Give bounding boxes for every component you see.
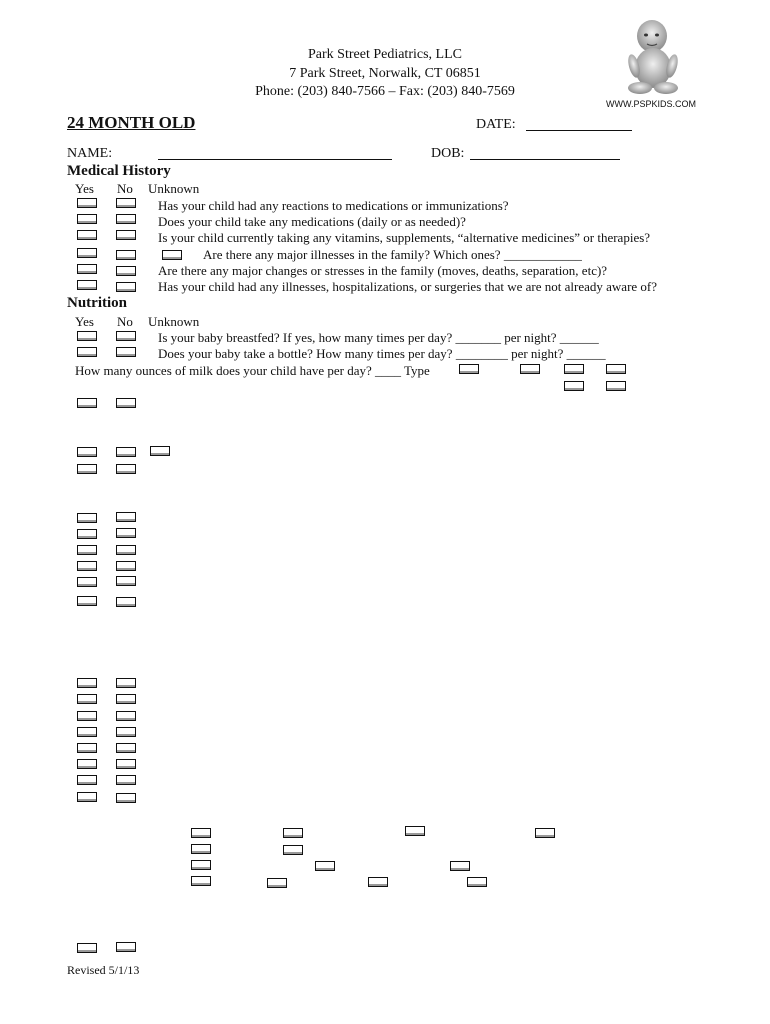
yes-checkbox[interactable] (77, 596, 97, 606)
date-field[interactable] (526, 117, 632, 131)
medical-question: Are there any major changes or stresses in the family (moves, deaths, separation, etc)? (158, 263, 608, 278)
no-checkbox[interactable] (116, 214, 136, 224)
no-checkbox[interactable] (116, 282, 136, 292)
option-checkbox[interactable] (315, 861, 335, 871)
medical-question: Is your child currently taking any vitamins, supplements, “alternative medicines” or therapies? (158, 230, 651, 245)
baby-logo-image (622, 16, 684, 96)
no-checkbox[interactable] (116, 775, 136, 785)
yes-checkbox[interactable] (77, 694, 97, 704)
yes-checkbox[interactable] (77, 759, 97, 769)
date-label: DATE: (476, 117, 516, 132)
no-checkbox[interactable] (116, 447, 136, 457)
column-yes: Yes (75, 314, 94, 329)
option-checkbox[interactable] (450, 861, 470, 871)
practice-name: Park Street Pediatrics, LLC (308, 47, 462, 62)
milk-type-checkbox[interactable] (564, 381, 584, 391)
form-title: 24 MONTH OLD (67, 113, 196, 132)
medical-question: Has your child had any illnesses, hospitalizations, or surgeries that we are not already aware of? (158, 279, 658, 294)
yes-checkbox[interactable] (77, 577, 97, 587)
yes-checkbox[interactable] (77, 398, 97, 408)
unknown-checkbox[interactable] (150, 446, 170, 456)
medical-question: Has your child had any reactions to medications or immunizations? (158, 198, 509, 213)
yes-checkbox[interactable] (77, 331, 97, 341)
milk-type-checkbox[interactable] (520, 364, 540, 374)
medical-question: Are there any major illnesses in the family? Which ones? ____________ (203, 247, 582, 262)
yes-checkbox[interactable] (77, 264, 97, 274)
no-checkbox[interactable] (116, 678, 136, 688)
no-checkbox[interactable] (116, 694, 136, 704)
option-checkbox[interactable] (405, 826, 425, 836)
yes-checkbox[interactable] (77, 743, 97, 753)
bottle-question: Does your baby take a bottle? How many times per day? ________ per night? ______ (158, 346, 606, 361)
practice-website: WWW.PSPKIDS.COM (606, 99, 696, 109)
name-label: NAME: (67, 146, 113, 161)
yes-checkbox[interactable] (77, 214, 97, 224)
column-unknown: Unknown (148, 314, 200, 329)
yes-checkbox[interactable] (77, 545, 97, 555)
no-checkbox[interactable] (116, 597, 136, 607)
dob-field[interactable] (470, 146, 620, 160)
yes-checkbox[interactable] (77, 561, 97, 571)
no-checkbox[interactable] (116, 512, 136, 522)
nutrition-heading: Nutrition (67, 295, 127, 311)
yes-checkbox[interactable] (77, 464, 97, 474)
yes-checkbox[interactable] (77, 529, 97, 539)
yes-checkbox[interactable] (77, 792, 97, 802)
name-field[interactable] (158, 146, 392, 160)
revised-date: Revised 5/1/13 (67, 963, 140, 977)
no-checkbox[interactable] (116, 347, 136, 357)
yes-checkbox[interactable] (77, 198, 97, 208)
option-checkbox[interactable] (368, 877, 388, 887)
yes-checkbox[interactable] (77, 943, 97, 953)
no-checkbox[interactable] (116, 331, 136, 341)
yes-checkbox[interactable] (77, 727, 97, 737)
no-checkbox[interactable] (116, 743, 136, 753)
yes-checkbox[interactable] (77, 230, 97, 240)
dob-label: DOB: (431, 146, 465, 161)
no-checkbox[interactable] (116, 266, 136, 276)
no-checkbox[interactable] (116, 545, 136, 555)
yes-checkbox[interactable] (77, 678, 97, 688)
no-checkbox[interactable] (116, 942, 136, 952)
breastfed-question: Is your baby breastfed? If yes, how many times per day? _______ per night? ______ (158, 330, 599, 345)
no-checkbox[interactable] (116, 464, 136, 474)
no-checkbox[interactable] (116, 727, 136, 737)
yes-checkbox[interactable] (77, 248, 97, 258)
medical-history-heading: Medical History (67, 163, 171, 179)
milk-type-checkbox[interactable] (459, 364, 479, 374)
unknown-checkbox[interactable] (162, 250, 182, 260)
practice-phone: Phone: (203) 840-7566 – Fax: (203) 840-7569 (255, 84, 515, 99)
option-checkbox[interactable] (467, 877, 487, 887)
column-no: No (117, 314, 133, 329)
option-checkbox[interactable] (267, 878, 287, 888)
no-checkbox[interactable] (116, 576, 136, 586)
milk-question: How many ounces of milk does your child have per day? ____ Type (75, 363, 430, 378)
milk-type-checkbox[interactable] (564, 364, 584, 374)
yes-checkbox[interactable] (77, 347, 97, 357)
yes-checkbox[interactable] (77, 711, 97, 721)
milk-type-checkbox[interactable] (606, 381, 626, 391)
practice-address: 7 Park Street, Norwalk, CT 06851 (289, 66, 481, 81)
yes-checkbox[interactable] (77, 775, 97, 785)
no-checkbox[interactable] (116, 198, 136, 208)
yes-checkbox[interactable] (77, 447, 97, 457)
no-checkbox[interactable] (116, 250, 136, 260)
no-checkbox[interactable] (116, 528, 136, 538)
column-no: No (117, 181, 133, 196)
no-checkbox[interactable] (116, 759, 136, 769)
medical-question: Does your child take any medications (daily or as needed)? (158, 214, 466, 229)
option-checkbox[interactable] (191, 876, 211, 886)
column-unknown: Unknown (148, 181, 200, 196)
option-checkbox[interactable] (191, 860, 211, 870)
option-checkbox[interactable] (191, 828, 211, 838)
option-checkbox[interactable] (535, 828, 555, 838)
no-checkbox[interactable] (116, 398, 136, 408)
no-checkbox[interactable] (116, 711, 136, 721)
option-checkbox[interactable] (283, 828, 303, 838)
no-checkbox[interactable] (116, 793, 136, 803)
yes-checkbox[interactable] (77, 280, 97, 290)
option-checkbox[interactable] (191, 844, 211, 854)
yes-checkbox[interactable] (77, 513, 97, 523)
no-checkbox[interactable] (116, 230, 136, 240)
option-checkbox[interactable] (283, 845, 303, 855)
milk-type-checkbox[interactable] (606, 364, 626, 374)
column-yes: Yes (75, 181, 94, 196)
no-checkbox[interactable] (116, 561, 136, 571)
